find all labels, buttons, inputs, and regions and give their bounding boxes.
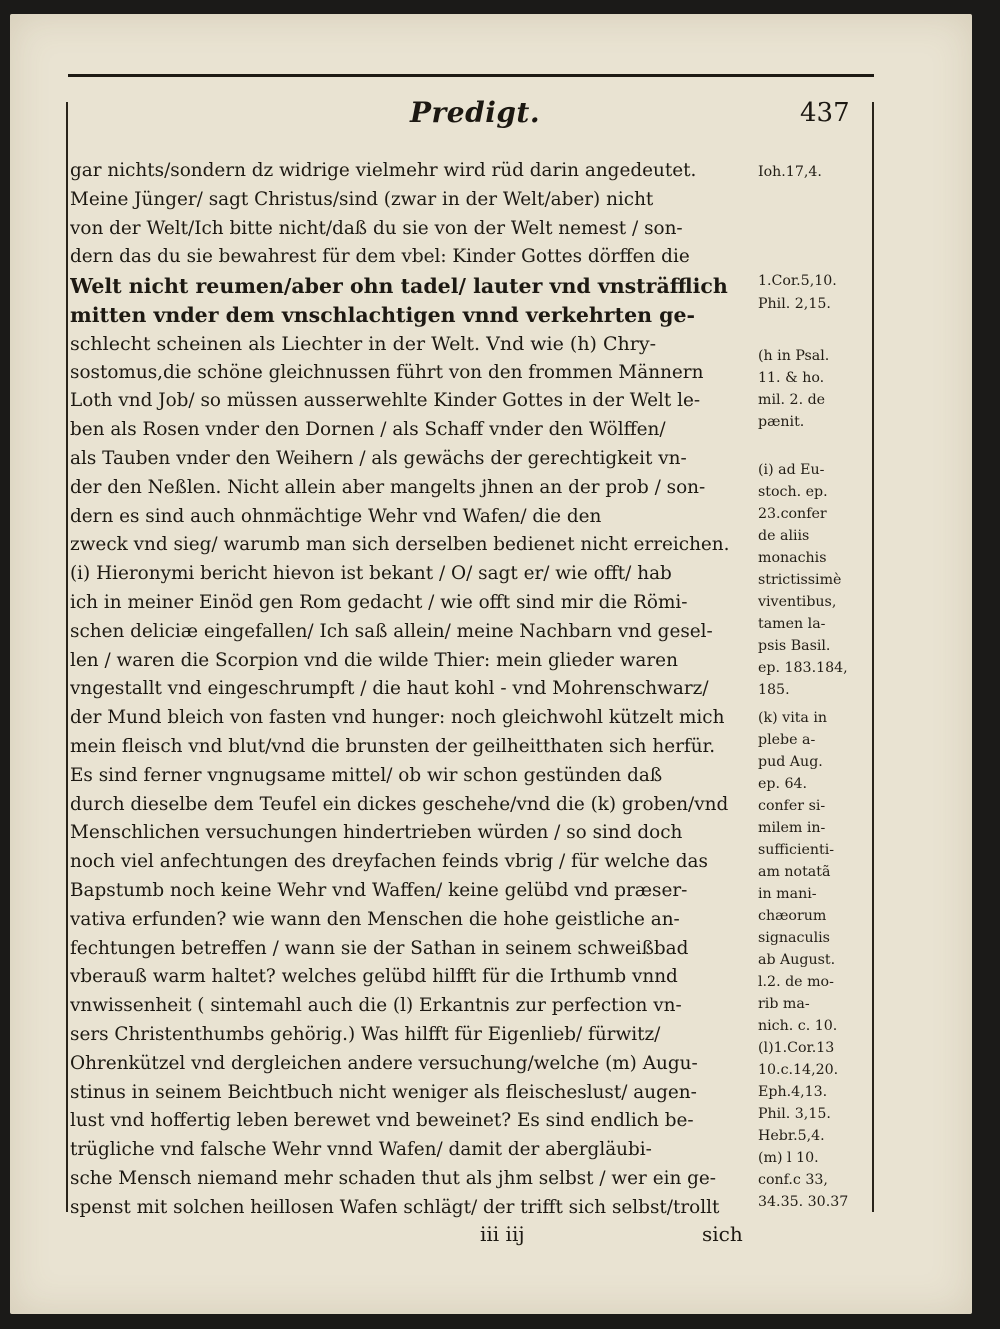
margin-note: (k) vita in xyxy=(758,710,828,726)
margin-note: sufficienti- xyxy=(758,842,835,858)
text-line: Ohrenkützel vnd dergleichen andere versuchung/welche (m) Augu- xyxy=(70,1052,698,1074)
margin-note: (l)1.Cor.13 xyxy=(758,1040,835,1056)
text-line: ben als Rosen vnder den Dornen / als Schaff vnder den Wölffen/ xyxy=(70,419,666,441)
text-line: sers Christenthumbs gehörig.) Was hilfft für Eigenlieb/ fürwitz/ xyxy=(70,1023,661,1045)
margin-note: psis Basil. xyxy=(758,638,831,654)
text-line: als Tauben vnder den Weihern / als gewächs der gerechtigkeit vn- xyxy=(70,447,687,469)
margin-note: 185. xyxy=(758,682,790,698)
margin-note: conf.c 33, xyxy=(758,1172,828,1188)
margin-note: viventibus, xyxy=(758,594,837,610)
text-line: mein fleisch vnd blut/vnd die brunsten der geilheitthaten sich herfür. xyxy=(70,735,716,757)
margin-note: signaculis xyxy=(758,930,830,946)
left-rule xyxy=(66,102,68,1212)
text-line: sche Mensch niemand mehr schaden thut als jhm selbst / wer ein ge- xyxy=(70,1167,717,1189)
text-line: der den Neßlen. Nicht allein aber mangelts jhnen an der prob / son- xyxy=(70,476,706,498)
margin-note: pænit. xyxy=(758,414,805,430)
text-line: vberauß warm haltet? welches gelübd hilfft für die Irthumb vnnd xyxy=(70,966,678,988)
margin-note: de aliis xyxy=(758,528,810,544)
margin-note: plebe a- xyxy=(758,732,816,748)
text-line: vngestallt vnd eingeschrumpft / die haut kohl - vnd Mohrenschwarz/ xyxy=(70,678,709,700)
text-line: schen deliciæ eingefallen/ Ich saß allein/ meine Nachbarn vnd gesel- xyxy=(70,620,713,642)
margin-note: 34.35. 30.37 xyxy=(758,1194,849,1210)
margin-note: ep. 183.184, xyxy=(758,660,848,676)
margin-note: tamen la- xyxy=(758,616,826,632)
margin-note: Ioh.17,4. xyxy=(758,164,822,180)
margin-note: 11. & ho. xyxy=(758,370,825,386)
text-line: von der Welt/Ich bitte nicht/daß du sie von der Welt nemest / son- xyxy=(70,217,683,239)
text-line: lust vnd hoffertig leben berewet vnd beweinet? Es sind endlich be- xyxy=(70,1110,694,1132)
margin-note: strictissimè xyxy=(758,572,842,588)
book-page xyxy=(10,14,972,1314)
right-rule xyxy=(872,102,874,1212)
text-line: vativa erfunden? wie wann den Menschen die hohe geistliche an- xyxy=(70,908,680,930)
margin-note: 1.Cor.5,10. xyxy=(758,273,837,289)
margin-note: nich. c. 10. xyxy=(758,1018,838,1034)
margin-note: monachis xyxy=(758,550,827,566)
margin-note: 10.c.14,20. xyxy=(758,1062,839,1078)
page-number: 437 xyxy=(800,98,850,128)
text-line: sostomus,die schöne gleichnussen führt von den frommen Männern xyxy=(70,361,704,383)
text-line: (i) Hieronymi bericht hievon ist bekant / O/ sagt er/ wie offt/ hab xyxy=(70,563,672,585)
margin-note: stoch. ep. xyxy=(758,484,828,500)
text-line: noch viel anfechtungen des dreyfachen feinds vbrig / für welche das xyxy=(70,851,708,873)
text-line: schlecht scheinen als Liechter in der Welt. Vnd wie (h) Chry- xyxy=(70,332,657,355)
margin-note: chæorum xyxy=(758,908,827,924)
margin-note: Eph.4,13. xyxy=(758,1084,828,1100)
text-line: Es sind ferner vngnugsame mittel/ ob wir schon gestünden daß xyxy=(70,764,663,786)
margin-note: (h in Psal. xyxy=(758,348,830,364)
text-line: der Mund bleich von fasten vnd hunger: noch gleichwohl kützelt mich xyxy=(70,707,725,729)
margin-note: (i) ad Eu- xyxy=(758,462,825,478)
top-rule xyxy=(68,74,874,77)
margin-note: l.2. de mo- xyxy=(758,974,834,990)
text-line: Bapstumb noch keine Wehr vnd Waffen/ keine gelübd vnd præser- xyxy=(70,879,688,901)
text-line: Menschlichen versuchungen hindertrieben würden / so sind doch xyxy=(70,822,683,844)
margin-note: Phil. 2,15. xyxy=(758,296,831,312)
signature-mark: iii iij xyxy=(480,1222,525,1246)
text-line: gar nichts/sondern dz widrige vielmehr wird rüd darin angedeutet. xyxy=(70,160,697,181)
margin-note: Hebr.5,4. xyxy=(758,1128,825,1144)
text-line: stinus in seinem Beichtbuch nicht weniger als fleischeslust/ augen- xyxy=(70,1081,697,1103)
margin-note: pud Aug. xyxy=(758,754,823,770)
text-line: fechtungen betreffen / wann sie der Sathan in seinem schweißbad xyxy=(70,937,689,959)
text-line: zweck vnd sieg/ warumb man sich derselben bedienet nicht erreichen. xyxy=(70,534,730,556)
margin-note: 23.confer xyxy=(758,506,827,522)
margin-note: ep. 64. xyxy=(758,776,808,792)
main-text-block xyxy=(70,157,750,1222)
text-line: Meine Jünger/ sagt Christus/sind (zwar in der Welt/aber) nicht xyxy=(70,188,654,210)
text-line: len / waren die Scorpion vnd die wilde Thier: mein glieder waren xyxy=(70,649,678,671)
margin-note: Phil. 3,15. xyxy=(758,1106,831,1122)
catchword: sich xyxy=(702,1222,743,1246)
margin-note: confer si- xyxy=(758,798,826,814)
margin-note: ab August. xyxy=(758,952,836,968)
page-footer xyxy=(70,1222,750,1252)
text-line: dern es sind auch ohnmächtige Wehr vnd Wafen/ die den xyxy=(70,505,602,527)
margin-note: (m) l 10. xyxy=(758,1150,819,1166)
text-line: vnwissenheit ( sintemahl auch die (l) Erkantnis zur perfection vn- xyxy=(70,995,682,1017)
text-line: ich in meiner Einöd gen Rom gedacht / wie offt sind mir die Römi- xyxy=(70,591,688,613)
page-header xyxy=(80,96,860,146)
margin-note: mil. 2. de xyxy=(758,392,826,408)
text-line: dern das du sie bewahrest für dem vbel: Kinder Gottes dörffen die xyxy=(70,246,690,268)
text-line: spenst mit solchen heillosen Wafen schlägt/ der trifft sich selbst/trollt xyxy=(70,1196,720,1218)
margin-note: am notatã xyxy=(758,864,831,880)
text-line: Welt nicht reumen/aber ohn tadel/ lauter vnd vnsträfflich xyxy=(70,274,728,299)
margin-note: in mani- xyxy=(758,886,817,902)
text-line: mitten vnder dem vnschlachtigen vnnd verkehrten ge- xyxy=(70,302,696,327)
text-line: Loth vnd Job/ so müssen ausserwehlte Kinder Gottes in der Welt le- xyxy=(70,390,701,412)
running-head: Predigt. xyxy=(410,96,541,129)
margin-note: milem in- xyxy=(758,820,826,836)
text-line: trügliche vnd falsche Wehr vnnd Wafen/ damit der abergläubi- xyxy=(70,1139,652,1161)
text-line: durch dieselbe dem Teufel ein dickes geschehe/vnd die (k) groben/vnd xyxy=(70,793,729,815)
margin-note: rib ma- xyxy=(758,996,810,1012)
